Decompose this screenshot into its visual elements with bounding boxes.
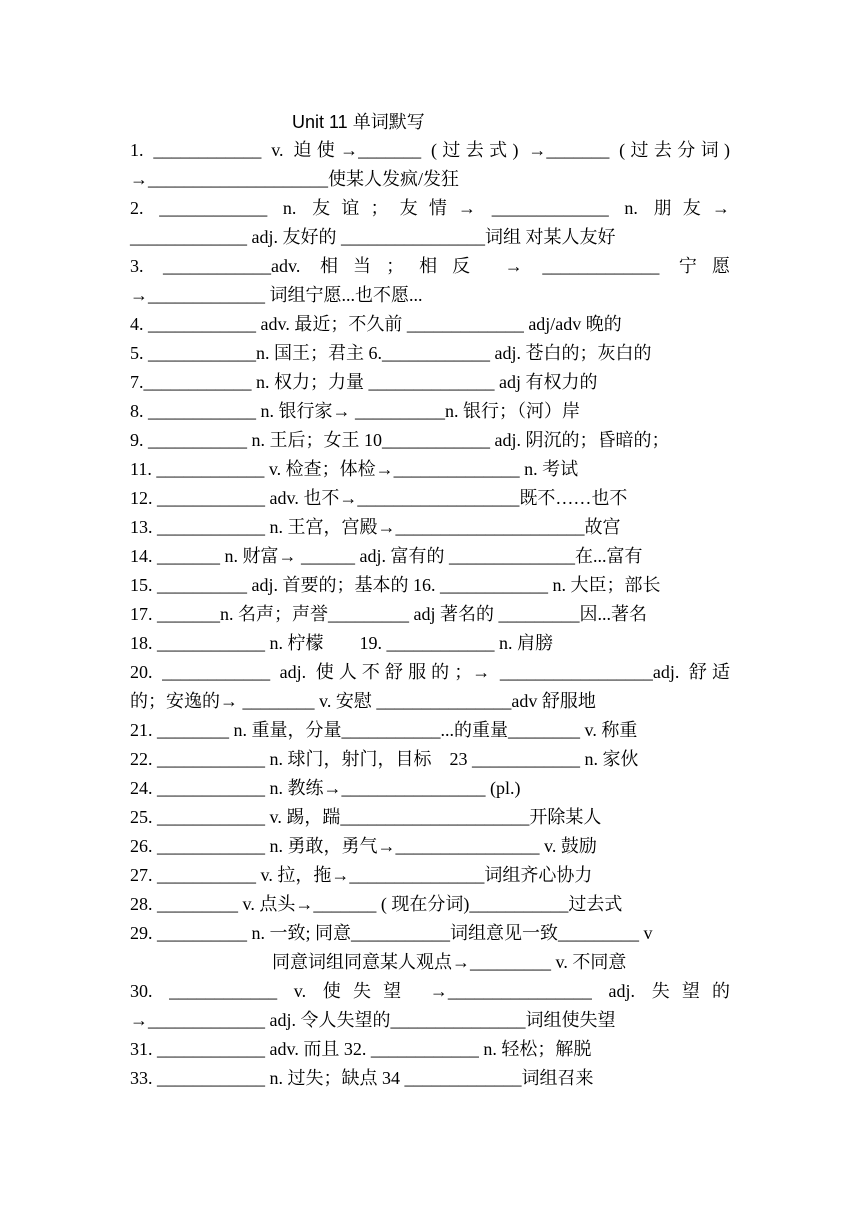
worksheet-line: 17. _______n. 名声；声誉_________ adj 著名的 _________因...著名 bbox=[130, 604, 647, 624]
worksheet-line: 20. ____________ adj. 使人不舒服的；→ _________________adj. 舒适 bbox=[130, 662, 730, 682]
worksheet-line: 29. __________ n. 一致; 同意___________词组意见一致_________ v bbox=[130, 923, 653, 943]
worksheet-line: _____________ adj. 友好的 ________________词组 对某人友好 bbox=[130, 227, 616, 247]
worksheet-line: 14. _______ n. 财富→ ______ adj. 富有的 ______________在...富有 bbox=[130, 546, 643, 566]
worksheet-line: 12. ____________ adv. 也不→__________________既不……也不 bbox=[130, 488, 628, 508]
worksheet-line: 3. ____________adv. 相当；相反 → _____________ 宁愿 bbox=[130, 256, 730, 276]
worksheet-line: 4. ____________ adv. 最近；不久前 _____________ adj/adv 晚的 bbox=[130, 314, 622, 334]
worksheet-line: 22. ____________ n. 球门，射门，目标 23 ____________ n. 家伙 bbox=[130, 749, 639, 769]
worksheet-line: 的；安逸的→ ________ v. 安慰 _______________adv 舒服地 bbox=[130, 691, 596, 711]
worksheet-line: 18. ____________ n. 柠檬 19. ____________ n. 肩膀 bbox=[130, 633, 553, 653]
worksheet-line: 8. ____________ n. 银行家→ __________n. 银行；（河）岸 bbox=[130, 401, 580, 421]
worksheet-line: 同意词组同意某人观点→_________ v. 不同意 bbox=[272, 952, 627, 972]
worksheet-line: 24. ____________ n. 教练→________________ (pl.) bbox=[130, 778, 521, 798]
worksheet-line: 30. ____________ v. 使失望 →________________ adj. 失望的 bbox=[130, 981, 730, 1001]
worksheet-line: →_____________ adj. 令人失望的_______________词组使失望 bbox=[130, 1010, 616, 1030]
worksheet-line: 11. ____________ v. 检查；体检→______________ n. 考试 bbox=[130, 459, 579, 479]
worksheet-line: 25. ____________ v. 踢，踹_____________________开除某人 bbox=[130, 807, 602, 827]
worksheet-line: 27. ___________ v. 拉，拖→_______________词组齐心协力 bbox=[130, 865, 593, 885]
worksheet-line: 26. ____________ n. 勇敢，勇气→________________ v. 鼓励 bbox=[130, 836, 597, 856]
worksheet-title: Unit 11 单词默写 bbox=[292, 112, 425, 132]
worksheet-line: 13. ____________ n. 王宫，宫殿→_____________________故宫 bbox=[130, 517, 621, 537]
worksheet-line: 15. __________ adj. 首要的；基本的 16. ____________ n. 大臣；部长 bbox=[130, 575, 661, 595]
worksheet-line: 21. ________ n. 重量，分量___________...的重量________ v. 称重 bbox=[130, 720, 638, 740]
worksheet-line: 7.____________ n. 权力；力量 ______________ adj 有权力的 bbox=[130, 372, 598, 392]
worksheet-line: 9. ___________ n. 王后；女王 10____________ adj. 阴沉的；昏暗的； bbox=[130, 430, 670, 450]
worksheet-line: 1. ____________ v. 迫使→_______ (过去式) →_______ (过去分词) bbox=[130, 140, 730, 160]
worksheet-line: 5. ____________n. 国王；君主 6.____________ adj. 苍白的；灰白的 bbox=[130, 343, 652, 363]
worksheet-line: 33. ____________ n. 过失；缺点 34 _____________词组召来 bbox=[130, 1068, 594, 1088]
worksheet-line: →____________________使某人发疯/发狂 bbox=[130, 169, 460, 189]
worksheet-line: 28. _________ v. 点头→_______ ( 现在分词)___________过去式 bbox=[130, 894, 623, 914]
worksheet-line: →_____________ 词组宁愿...也不愿... bbox=[130, 285, 423, 305]
worksheet-line: 31. ____________ adv. 而且 32. ____________ n. 轻松；解脱 bbox=[130, 1039, 592, 1059]
worksheet-line: 2. ____________ n. 友谊；友情→ _____________ n. 朋友→ bbox=[130, 198, 730, 218]
